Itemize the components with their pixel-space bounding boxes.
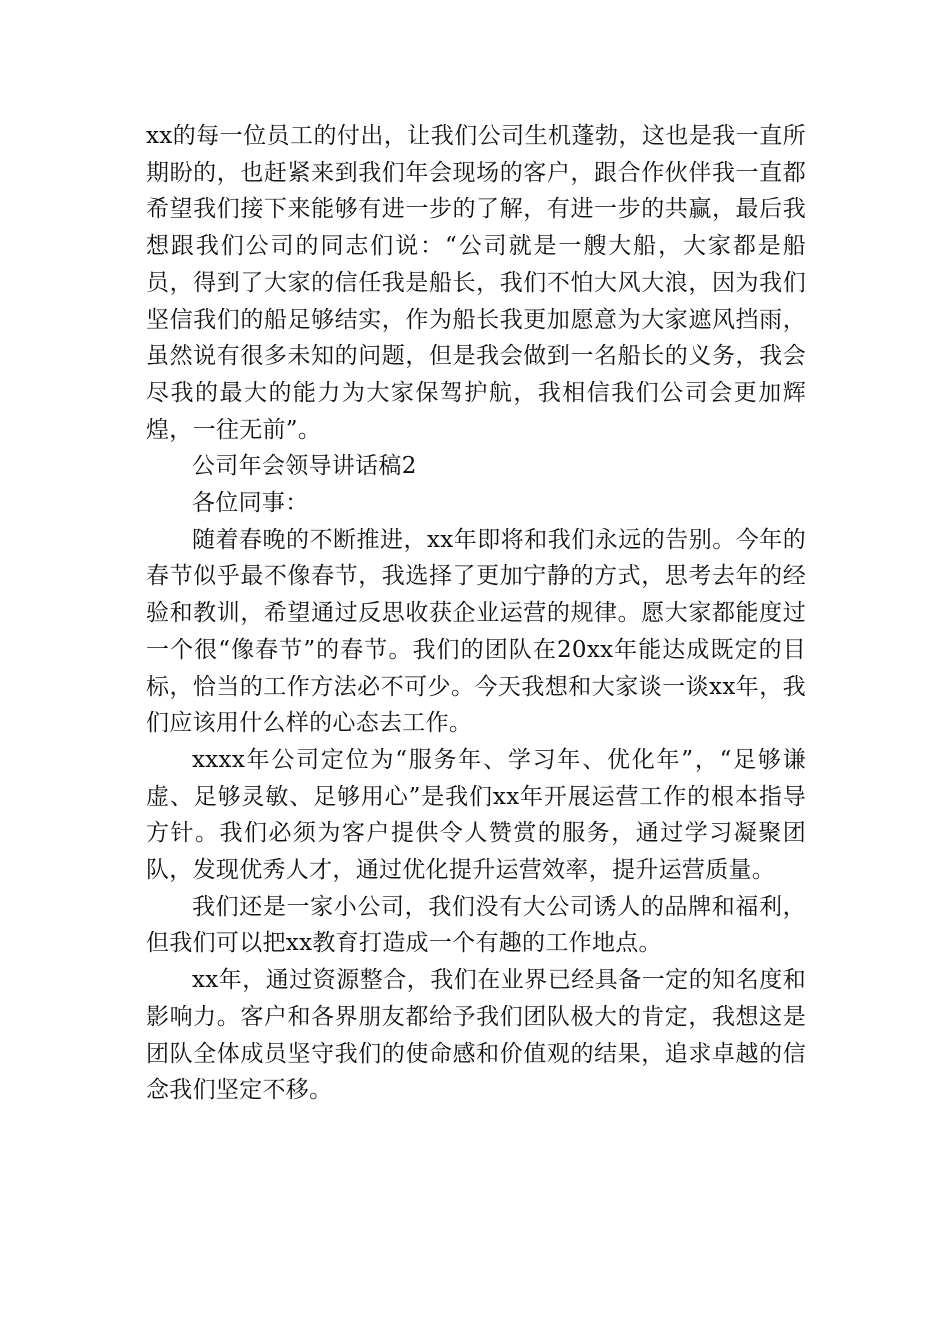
salutation: 各位同事： bbox=[192, 490, 309, 517]
document-body bbox=[146, 118, 806, 1109]
section-heading: 公司年会领导讲话稿2 bbox=[192, 453, 417, 480]
paragraph-small-company: 我们还是一家小公司，我们没有大公司诱人的品牌和福利，但我们可以把xx教育打造成一个有趣的工作地点。 bbox=[146, 893, 806, 957]
paragraph-speech-closing: xx的每一位员工的付出，让我们公司生机蓬勃，这也是我一直所期盼的，也赶紧来到我们年会现场的客户，跟合作伙伴我一直都希望我们接下来能够有进一步的了解，有进一步的共赢，最后我想跟我们公司的同志们说：“公司就是一艘大船，大家都是船员，得到了大家的信任我是船长，我们不怕大风大浪，因为我们坚信我们的船足够结实，作为船长我更加愿意为大家遮风挡雨，虽然说有很多未知的问题，但是我会做到一名船长的义务，我会尽我的最大的能力为大家保驾护航，我相信我们公司会更加辉煌，一往无前”。 bbox=[146, 123, 806, 443]
paragraph-company-positioning: xxxx年公司定位为“服务年、学习年、优化年”，“足够谦虚、足够灵敏、足够用心”是我们xx年开展运营工作的根本指导方针。我们必须为客户提供令人赞赏的服务，通过学习凝聚团队，发现优秀人才，通过优化提升运营效率，提升运营质量。 bbox=[146, 746, 806, 884]
paragraph-spring-festival: 随着春晚的不断推进，xx年即将和我们永远的告别。今年的春节似乎最不像春节，我选择了更加宁静的方式，思考去年的经验和教训，希望通过反思收获企业运营的规律。愿大家都能度过一个很“像春节”的春节。我们的团队在20xx年能达成既定的目标，恰当的工作方法必不可少。今天我想和大家谈一谈xx年，我们应该用什么样的心态去工作。 bbox=[146, 526, 806, 737]
paragraph-resource-integration: xx年，通过资源整合，我们在业界已经具备一定的知名度和影响力。客户和各界朋友都给予我们团队极大的肯定，我想这是团队全体成员坚守我们的使命感和价值观的结果，追求卓越的信念我们坚定不移。 bbox=[146, 967, 806, 1104]
